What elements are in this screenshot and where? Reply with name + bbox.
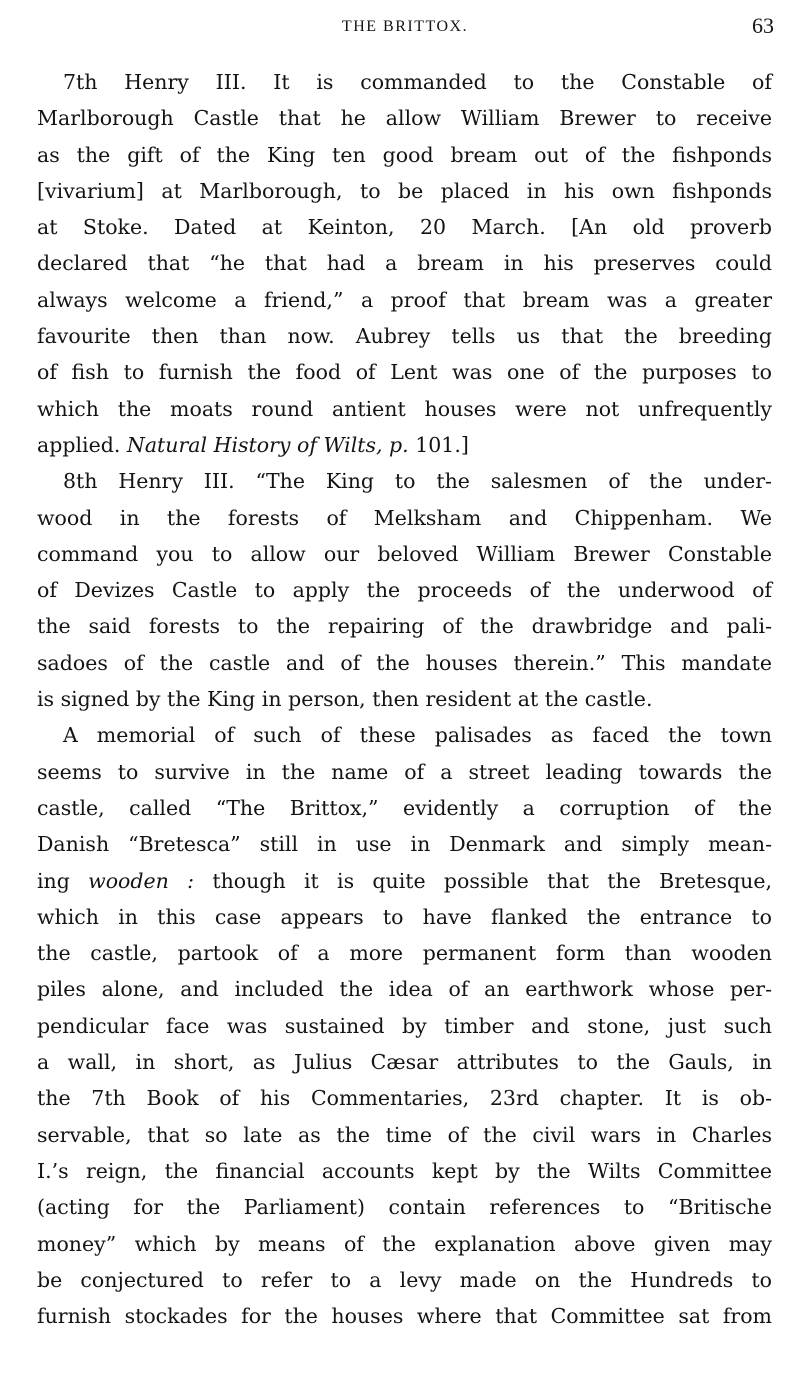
text-fragment: though it is quite possible that the Bretesque, xyxy=(194,868,772,893)
italic-word: wooden : xyxy=(88,868,195,893)
text-line: 8th Henry III. “The King to the salesmen of the under- xyxy=(63,469,772,494)
page-number: 63 xyxy=(752,13,774,38)
text-line: of Devizes Castle to apply the proceeds of the underwood of xyxy=(37,578,772,603)
text-line: a wall, in short, as Julius Cæsar attributes to the Gauls, in xyxy=(37,1050,772,1075)
paragraph-8th-henry-iii xyxy=(37,463,772,717)
text-fragment: 101.] xyxy=(408,432,469,457)
text-line: 7th Henry III. It is commanded to the Constable of xyxy=(63,70,772,94)
paragraph-7th-henry-iii xyxy=(37,64,772,463)
text-line: wood in the forests of Melksham and Chippenham. We xyxy=(37,505,772,530)
paragraph-brittox-memorial xyxy=(37,717,772,1334)
text-line: command you to allow our beloved William Brewer Constable xyxy=(37,541,772,566)
running-title: THE BRITTOX. xyxy=(341,18,469,35)
text-line: servable, that so late as the time of the civil wars in Charles xyxy=(37,1122,772,1147)
text-fragment: applied. xyxy=(37,432,127,457)
text-line: be conjectured to refer to a levy made on the Hundreds to xyxy=(37,1267,772,1292)
text-line: favourite then than now. Aubrey tells us that the breeding xyxy=(37,324,772,349)
text-line: [vivarium] at Marlborough, to be placed in his own fishponds xyxy=(37,178,772,203)
text-line: sadoes of the castle and of the houses therein.” This mandate xyxy=(37,650,772,675)
text-line: seems to survive in the name of a street leading towards the xyxy=(37,759,772,784)
text-line: pendicular face was sustained by timber and stone, just such xyxy=(37,1013,772,1038)
text-line: the 7th Book of his Commentaries, 23rd chapter. It is ob- xyxy=(37,1086,772,1111)
text-line: as the gift of the King ten good bream out of the fishponds xyxy=(37,142,772,167)
text-line: at Stoke. Dated at Keinton, 20 March. [An old proverb xyxy=(37,215,772,240)
text-line: furnish stockades for the houses where that Committee sat from xyxy=(37,1304,772,1329)
text-fragment: ing xyxy=(37,868,89,893)
body-text xyxy=(37,64,772,1334)
text-line: is signed by the King in person, then resident at the castle. xyxy=(37,687,653,712)
text-line: piles alone, and included the idea of an earthwork whose per- xyxy=(37,977,772,1002)
text-line: which in this case appears to have flanked the entrance to xyxy=(37,904,772,929)
text-line: always welcome a friend,” a proof that bream was a greater xyxy=(37,287,772,312)
text-line: Marlborough Castle that he allow William Brewer to receive xyxy=(37,106,772,131)
text-line: Danish “Bretesca” still in use in Denmark and simply mean- xyxy=(37,832,772,857)
text-line: declared that “he that had a bream in his preserves could xyxy=(37,251,772,276)
text-line: A memorial of such of these palisades as faced the town xyxy=(63,723,772,748)
citation-title: Natural History of Wilts, p. xyxy=(126,432,409,457)
running-head xyxy=(36,8,774,44)
text-line: the castle, partook of a more permanent form than wooden xyxy=(37,941,772,966)
text-line: castle, called “The Brittox,” evidently a corruption of the xyxy=(37,795,772,820)
text-line: (acting for the Parliament) contain references to “Britische xyxy=(37,1195,772,1220)
text-line-italic-word xyxy=(37,863,772,899)
text-line: money” which by means of the explanation above given may xyxy=(37,1231,772,1256)
text-line: the said forests to the repairing of the drawbridge and pali- xyxy=(37,614,772,639)
text-line: I.’s reign, the financial accounts kept by the Wilts Committee xyxy=(37,1158,772,1183)
text-line: of fish to furnish the food of Lent was one of the purposes to xyxy=(37,360,772,385)
text-line: which the moats round antient houses were not unfrequently xyxy=(37,396,772,421)
text-line-citation xyxy=(37,427,772,463)
